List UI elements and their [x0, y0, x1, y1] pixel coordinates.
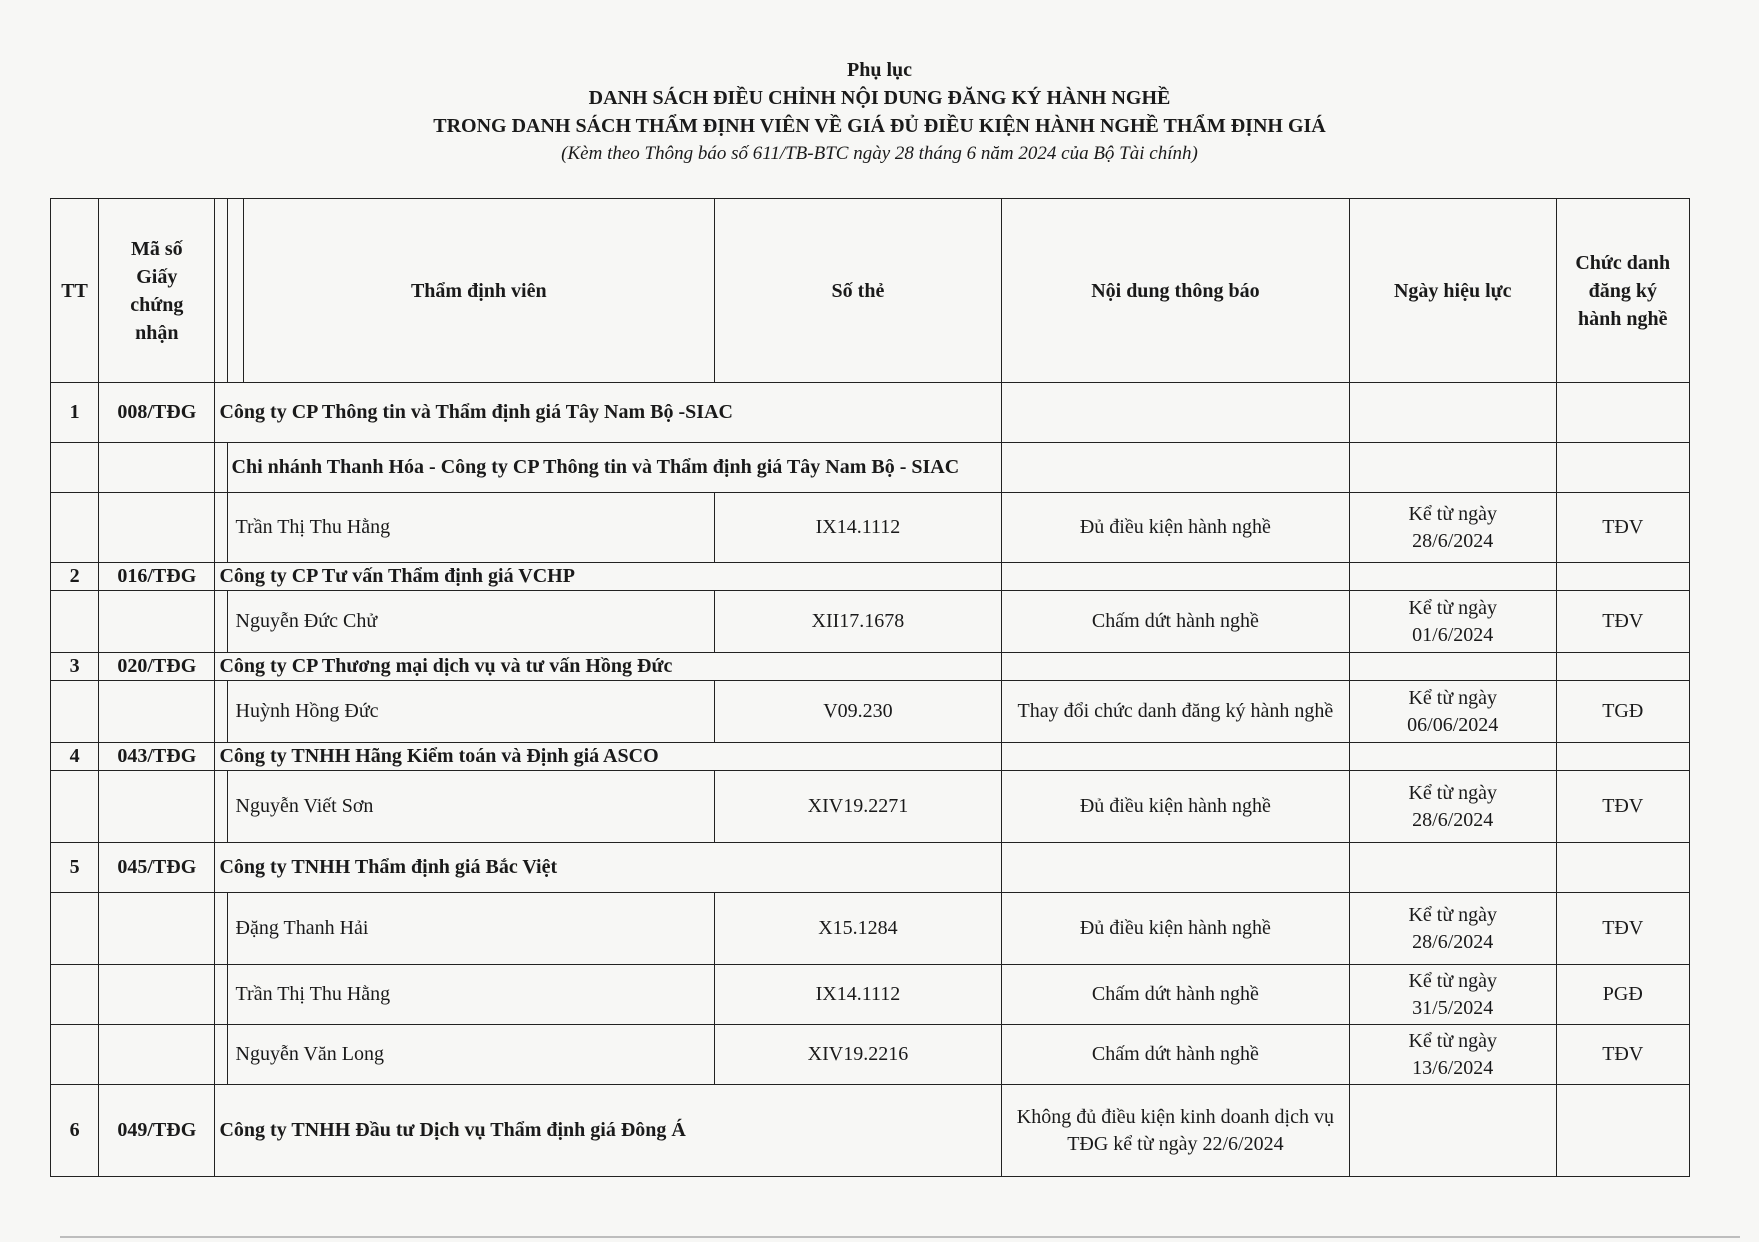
effective-date: Kể từ ngày 13/6/2024	[1349, 1025, 1556, 1085]
card-number: IX14.1112	[715, 493, 1002, 563]
effective-date: Kể từ ngày 28/6/2024	[1349, 771, 1556, 843]
col-chuc-danh: Chức danh đăng ký hành nghề	[1556, 199, 1689, 383]
row-ma-so: 043/TĐG	[99, 743, 215, 771]
valuer-name: Huỳnh Hồng Đức	[227, 681, 714, 743]
valuer-name: Trần Thị Thu Hằng	[227, 965, 714, 1025]
branch-name: Chi nhánh Thanh Hóa - Công ty CP Thông tin và Thẩm định giá Tây Nam Bộ - SIAC	[227, 443, 1001, 493]
role: TĐV	[1556, 893, 1689, 965]
company-name: Công ty CP Tư vấn Thẩm định giá VCHP	[215, 563, 1001, 591]
company-name: Công ty TNHH Hãng Kiểm toán và Định giá ASCO	[215, 743, 1001, 771]
col-ma-so: Mã số Giấy chứng nhận	[99, 199, 215, 383]
table-row	[51, 843, 1690, 893]
row-ma-so: 049/TĐG	[99, 1085, 215, 1177]
notice-content: Chấm dứt hành nghề	[1001, 1025, 1349, 1085]
row-tt: 5	[51, 843, 99, 893]
table-row	[51, 743, 1690, 771]
col-tham-dinh-vien: Thẩm định viên	[243, 199, 714, 383]
effective-date: Kể từ ngày 06/06/2024	[1349, 681, 1556, 743]
company-name: Công ty TNHH Đầu tư Dịch vụ Thẩm định giá Đông Á	[215, 1085, 1001, 1177]
row-ma-so: 020/TĐG	[99, 653, 215, 681]
list-title: DANH SÁCH ĐIỀU CHỈNH NỘI DUNG ĐĂNG KÝ HÀNH NGHỀ	[588, 87, 1171, 109]
table-row	[51, 653, 1690, 681]
card-number: V09.230	[715, 681, 1002, 743]
card-number: XIV19.2216	[715, 1025, 1002, 1085]
table-row	[51, 443, 1690, 493]
notice-content: Đủ điều kiện hành nghề	[1001, 771, 1349, 843]
row-ma-so: 045/TĐG	[99, 843, 215, 893]
table-row	[51, 493, 1690, 563]
row-tt: 1	[51, 383, 99, 443]
notice-content: Thay đổi chức danh đăng ký hành nghề	[1001, 681, 1349, 743]
adjustment-table	[50, 198, 1690, 1177]
row-ma-so: 008/TĐG	[99, 383, 215, 443]
table-row	[51, 383, 1690, 443]
effective-date: Kể từ ngày 28/6/2024	[1349, 493, 1556, 563]
role: PGĐ	[1556, 965, 1689, 1025]
table-row	[51, 771, 1690, 843]
valuer-name: Trần Thị Thu Hằng	[227, 493, 714, 563]
table-row	[51, 1085, 1690, 1177]
col-noi-dung: Nội dung thông báo	[1001, 199, 1349, 383]
card-number: XII17.1678	[715, 591, 1002, 653]
effective-date: Kể từ ngày 28/6/2024	[1349, 893, 1556, 965]
role: TĐV	[1556, 771, 1689, 843]
role: TĐV	[1556, 591, 1689, 653]
table-row	[51, 965, 1690, 1025]
table-row	[51, 681, 1690, 743]
valuer-name: Nguyễn Đức Chử	[227, 591, 714, 653]
card-number: XIV19.2271	[715, 771, 1002, 843]
notice-content: Không đủ điều kiện kinh doanh dịch vụ TĐG kể từ ngày 22/6/2024	[1001, 1085, 1349, 1177]
row-tt: 4	[51, 743, 99, 771]
card-number: X15.1284	[715, 893, 1002, 965]
notice-content: Đủ điều kiện hành nghề	[1001, 493, 1349, 563]
role: TĐV	[1556, 493, 1689, 563]
table-row	[51, 591, 1690, 653]
row-ma-so: 016/TĐG	[99, 563, 215, 591]
table-header-row	[51, 199, 1690, 383]
row-tt: 2	[51, 563, 99, 591]
col-spacer-a	[215, 199, 227, 383]
valuer-name: Nguyễn Viết Sơn	[227, 771, 714, 843]
table-row	[51, 893, 1690, 965]
table-row	[51, 1025, 1690, 1085]
role: TĐV	[1556, 1025, 1689, 1085]
document-header	[0, 56, 1759, 168]
company-name: Công ty CP Thông tin và Thẩm định giá Tây Nam Bộ -SIAC	[215, 383, 1001, 443]
table-row	[51, 563, 1690, 591]
effective-date: Kể từ ngày 01/6/2024	[1349, 591, 1556, 653]
list-subtitle: TRONG DANH SÁCH THẨM ĐỊNH VIÊN VỀ GIÁ ĐỦ ĐIỀU KIỆN HÀNH NGHỀ THẨM ĐỊNH GIÁ	[433, 115, 1326, 137]
col-ngay-hieu-luc: Ngày hiệu lực	[1349, 199, 1556, 383]
valuer-name: Nguyễn Văn Long	[227, 1025, 714, 1085]
reference-note: (Kèm theo Thông báo số 611/TB-BTC ngày 28 tháng 6 năm 2024 của Bộ Tài chính)	[561, 143, 1198, 164]
effective-date: Kể từ ngày 31/5/2024	[1349, 965, 1556, 1025]
row-tt: 6	[51, 1085, 99, 1177]
card-number: IX14.1112	[715, 965, 1002, 1025]
row-tt: 3	[51, 653, 99, 681]
page-edge-line	[60, 1236, 1740, 1238]
company-name: Công ty CP Thương mại dịch vụ và tư vấn Hồng Đức	[215, 653, 1001, 681]
valuer-name: Đặng Thanh Hải	[227, 893, 714, 965]
appendix-title: Phụ lục	[846, 59, 913, 81]
col-so-the: Số thẻ	[715, 199, 1002, 383]
notice-content: Đủ điều kiện hành nghề	[1001, 893, 1349, 965]
company-name: Công ty TNHH Thẩm định giá Bắc Việt	[215, 843, 1001, 893]
role: TGĐ	[1556, 681, 1689, 743]
col-tt: TT	[51, 199, 99, 383]
notice-content: Chấm dứt hành nghề	[1001, 591, 1349, 653]
notice-content: Chấm dứt hành nghề	[1001, 965, 1349, 1025]
col-spacer-b	[227, 199, 243, 383]
